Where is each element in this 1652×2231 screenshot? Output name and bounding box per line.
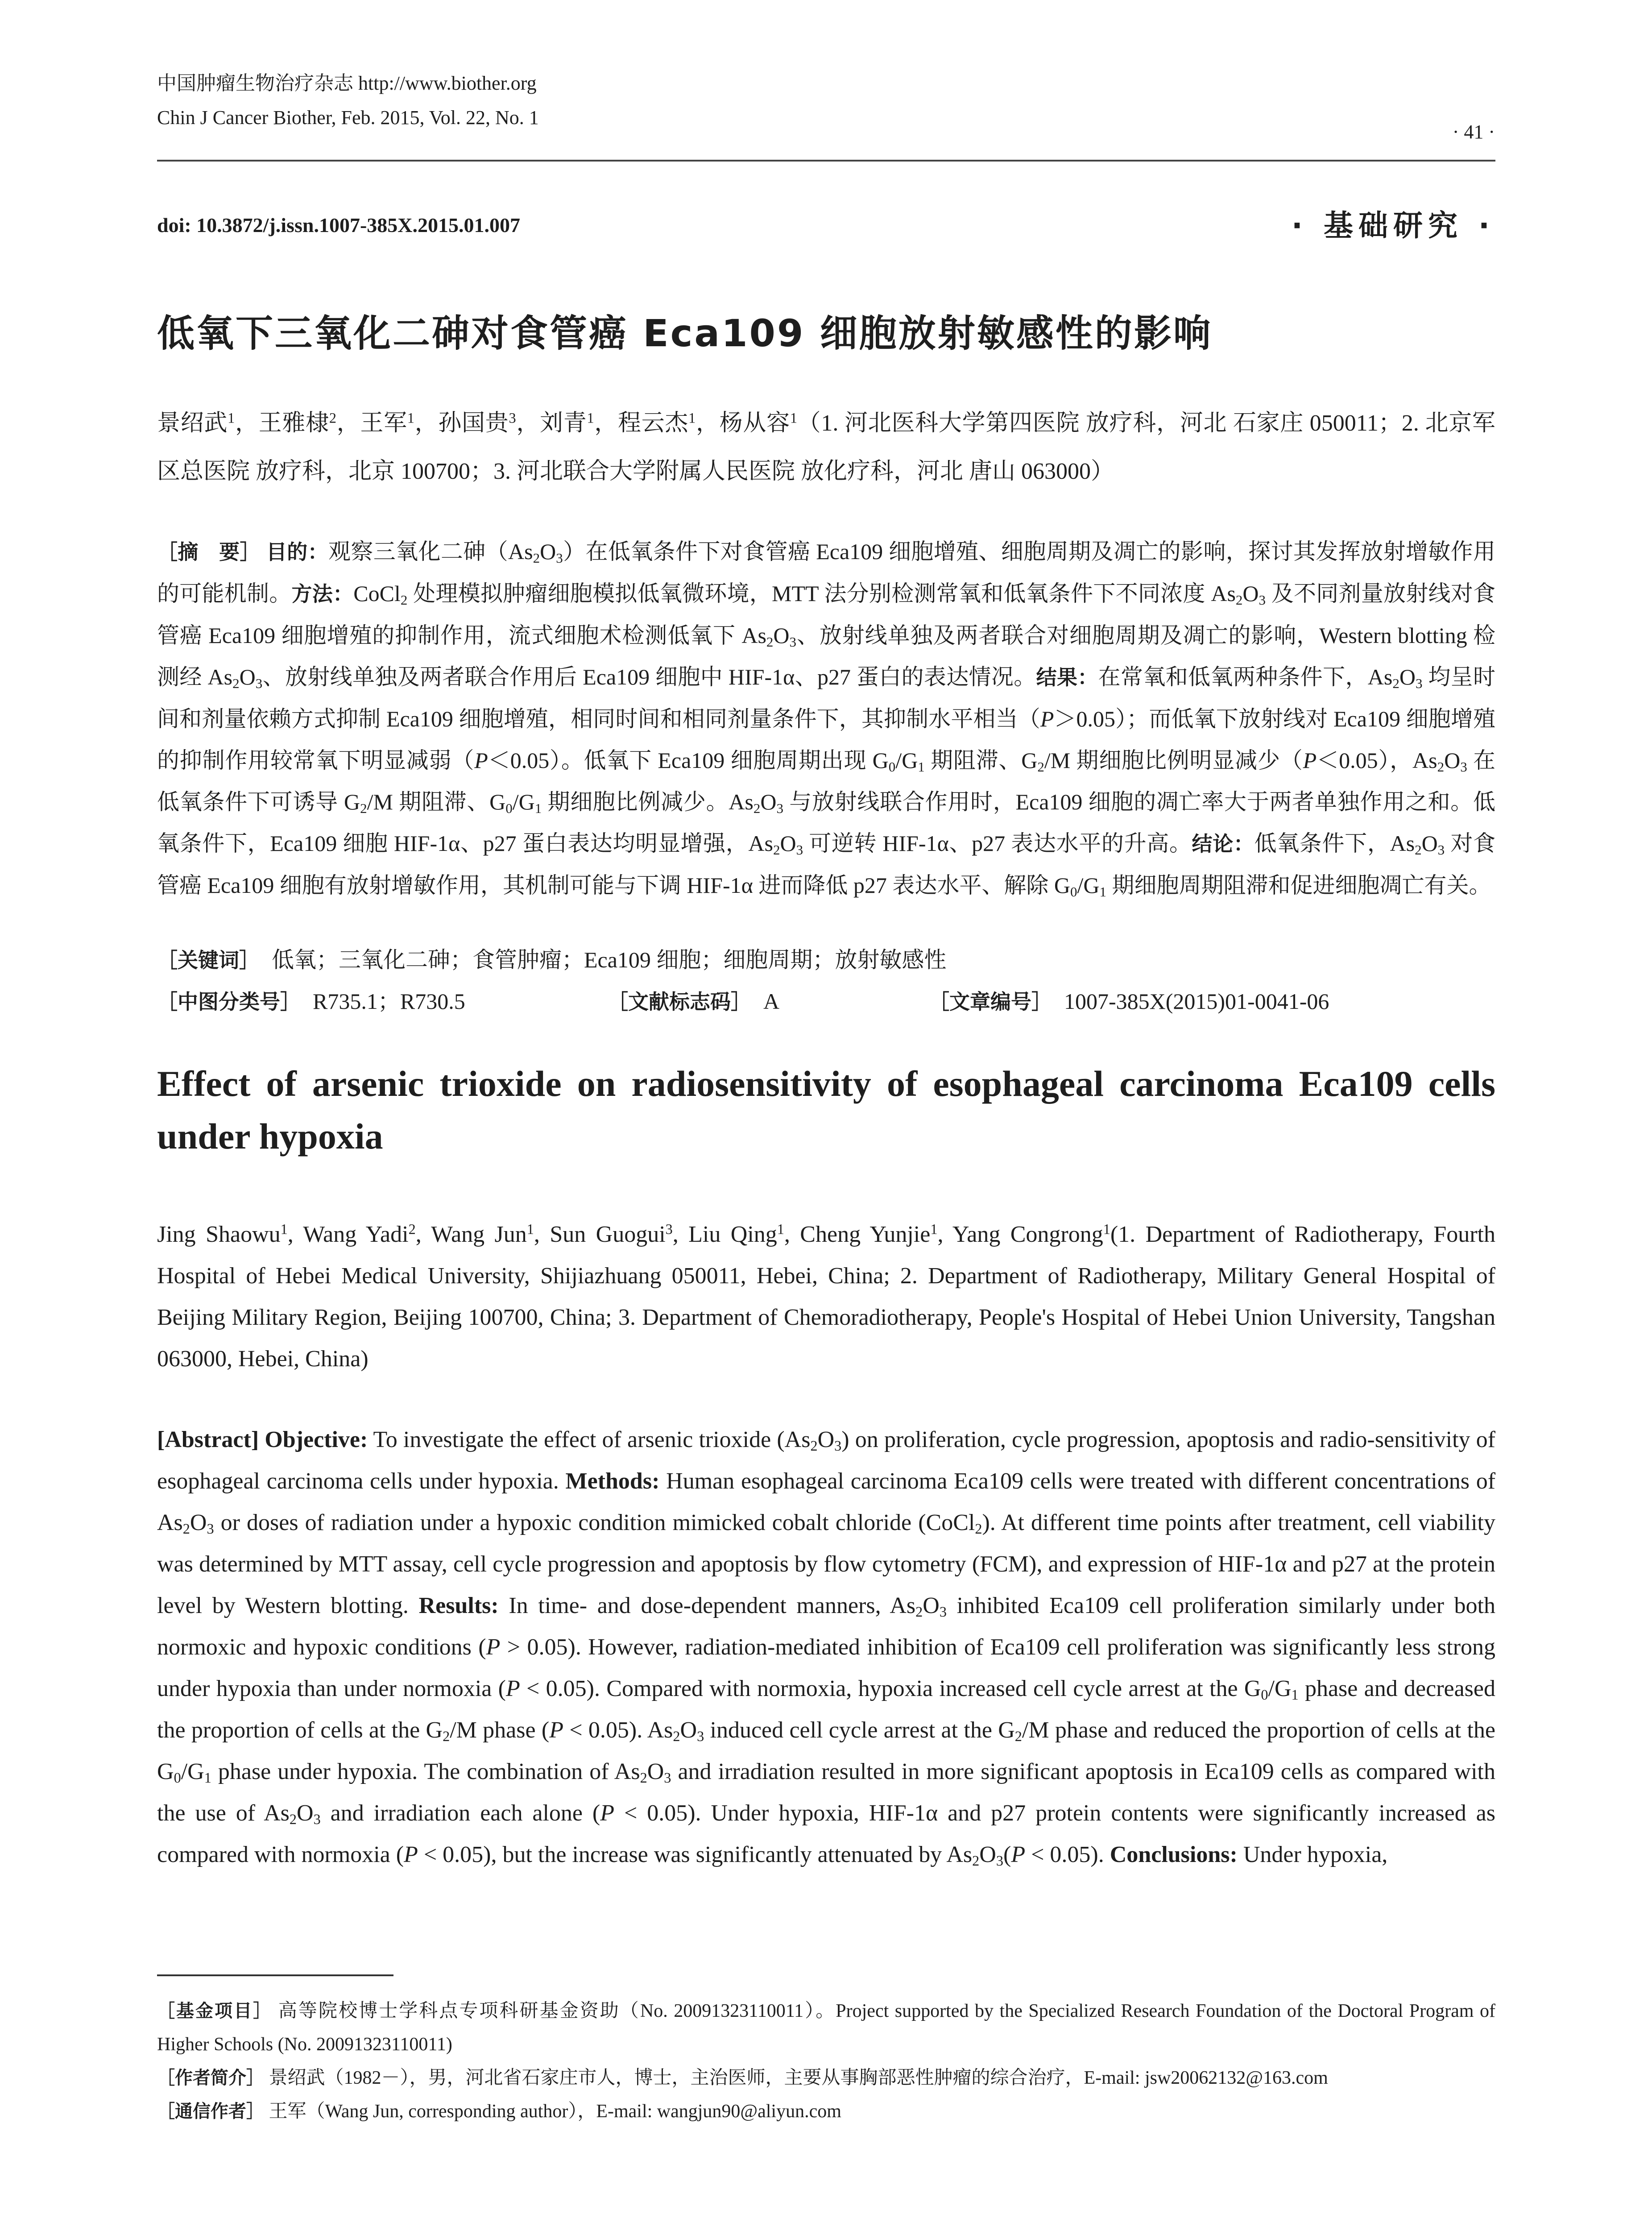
abstract-label-en: [Abstract]	[157, 1427, 259, 1452]
abstract-text: 低氧条件下，As	[1254, 831, 1415, 856]
abstract-text: < 0.05). Under hypoxia, HIF-1α and p27 protein contents were significantly increased as compared with normoxia (	[157, 1800, 1495, 1867]
subscript: 2	[1235, 592, 1243, 608]
author-sup: 1	[790, 410, 797, 426]
abstract-text: 期细胞比例减少。As	[542, 789, 754, 814]
abstract-text: ) on proliferation, cycle progression, apoptosis and radio-sensitivity of esophageal carcinoma cells under hypoxia.	[157, 1427, 1495, 1494]
metadata-cn	[157, 939, 1495, 1014]
results-label-en: Results:	[418, 1593, 499, 1618]
author-sup: 2	[408, 1221, 416, 1237]
abstract-text: (	[1003, 1842, 1011, 1867]
abstract-text: 处理模拟肿瘤细胞模拟低氧微环境，MTT 法分别检测常氧和低氧条件下不同浓度 As	[407, 581, 1236, 606]
subscript: 3	[556, 550, 563, 566]
subscript: 2	[915, 1604, 923, 1620]
abstract-text: /G	[512, 789, 535, 814]
fund-text: 高等院校博士学科点专项科研基金资助（No. 20091323110011）。Project supported by the Specialized Research Foundation of the Doctoral Program of Higher Schools (No. 20091323110011)	[157, 2001, 1495, 2055]
subscript: 2	[443, 1728, 450, 1745]
abstract-text: 、放射线单独及两者联合对细胞周期及凋亡的影响，Western blotting 检测经 As	[157, 623, 1496, 689]
p-value-symbol: P	[1040, 706, 1054, 731]
abstract-text: 可逆转 HIF-1α、p27 表达水平的升高。	[803, 831, 1192, 856]
author-sup: 3	[665, 1221, 673, 1237]
abstract-text: < 0.05), but the increase was significantly attenuated by As	[418, 1842, 973, 1867]
abstract-text: In time- and dose-dependent manners, As	[498, 1593, 916, 1618]
abstract-text: O	[760, 789, 777, 814]
subscript: 0	[505, 800, 513, 816]
abstract-text: and irradiation each alone (	[320, 1800, 600, 1826]
subscript: 1	[534, 800, 542, 816]
abstract-text: ＞0.05）；而低氧下放射线对 Eca109 细胞增殖的抑制作用较常氧下明显减弱（	[157, 706, 1495, 773]
abstract-text: O	[979, 1842, 996, 1867]
subscript: 1	[918, 759, 925, 775]
article-number-label: ［文章编号］	[929, 990, 1042, 1014]
subscript: 3	[664, 1770, 671, 1786]
subscript: 2	[753, 800, 761, 816]
subscript: 1	[1291, 1687, 1299, 1703]
author-name: ，王雅棣	[235, 411, 329, 436]
abstract-text: O	[190, 1510, 207, 1535]
abstract-text: O	[1242, 581, 1259, 606]
author-name: , Wang Yadi	[287, 1222, 409, 1247]
abstract-text: 在低氧条件下可诱导 G	[157, 748, 1495, 814]
affiliations-cn: （1. 河北医科大学第四医院 放疗科，河北 石家庄 050011；2. 北京军区总医院 放疗科，北京 100700；3. 河北联合大学附属人民医院 放化疗科，河北 唐山 063000）	[157, 411, 1495, 484]
abstract-text: 与放射线联合作用时，Eca109 细胞的凋亡率大于两者单独作用之和。低氧条件下，Eca109 细胞 HIF-1α、p27 蛋白表达均明显增强，As	[157, 789, 1495, 856]
subscript: 0	[174, 1770, 181, 1786]
author-sup: 1	[688, 410, 696, 426]
abstract-text: < 0.05). Compared with normoxia, hypoxia increased cell cycle arrest at the G	[520, 1676, 1261, 1701]
abstract-text: 均呈时间和剂量依赖方式抑制 Eca109 细胞增殖，相同时间和相同剂量条件下，其抑制水平相当（	[157, 664, 1496, 731]
abstract-cn	[157, 531, 1495, 906]
doi: doi: 10.3872/j.issn.1007-385X.2015.01.007	[157, 214, 520, 236]
abstract-text: O	[540, 539, 556, 564]
corresponding-note	[157, 2095, 1495, 2128]
abstract-text: < 0.05). As	[563, 1717, 673, 1743]
author-sup: 1	[930, 1221, 938, 1237]
subscript: 3	[834, 1438, 842, 1454]
subscript: 2	[975, 1521, 982, 1537]
document-code	[608, 981, 779, 1023]
subscript: 3	[1259, 592, 1266, 608]
subscript: 3	[1415, 675, 1423, 691]
author-sup: 3	[509, 410, 516, 426]
author-sup: 1	[280, 1221, 288, 1237]
abstract-text: /M 期阻滞、G	[367, 789, 506, 814]
p-value-symbol: P	[1303, 748, 1317, 773]
subscript: 2	[673, 1728, 680, 1745]
corresponding-label: ［通信作者］	[157, 2101, 264, 2122]
classification-number	[157, 981, 465, 1023]
abstract-text: O	[647, 1759, 664, 1784]
abstract-text: ＜0.05），As	[1317, 748, 1437, 773]
abstract-text: ＜0.05）。低氧下 Eca109 细胞周期出现 G	[488, 748, 889, 773]
subscript: 3	[789, 634, 797, 650]
abstract-text: /G	[1077, 873, 1100, 898]
abstract-text: 对食管癌 Eca109 细胞有放射增敏作用，其机制可能与下调 HIF-1α 进而降低 p27 表达水平、解除 G	[157, 831, 1495, 898]
title-en: Effect of arsenic trioxide on radiosensitivity of esophageal carcinoma Eca109 cells under hypoxia	[157, 1063, 1495, 1157]
subscript: 0	[888, 759, 896, 775]
methods-label-cn: 方法：	[291, 582, 354, 606]
methods-label-en: Methods:	[565, 1468, 660, 1494]
abstract-text: /M 期细胞比例明显减少（	[1044, 748, 1303, 773]
p-value-symbol: P	[474, 748, 488, 773]
author-name: ，刘青	[516, 411, 587, 436]
abstract-text: O	[773, 623, 790, 648]
journal-header-en: Chin J Cancer Biother, Feb. 2015, Vol. 22, No. 1	[157, 107, 539, 129]
subscript: 2	[1415, 842, 1422, 858]
author-name: ，程云杰	[594, 411, 689, 436]
author-name: , Wang Jun	[415, 1222, 527, 1247]
subscript: 3	[1460, 759, 1467, 775]
subscript: 3	[313, 1811, 321, 1828]
abstract-text: /G	[181, 1759, 204, 1784]
abstract-text: 及不同剂量放射线对食管癌 Eca109 细胞增殖的抑制作用，流式细胞术检测低氧下 As	[157, 581, 1495, 648]
abstract-en	[157, 1419, 1495, 1875]
subscript: 2	[972, 1853, 980, 1869]
header-rule	[157, 160, 1495, 162]
author-sup: 1	[777, 1221, 784, 1237]
page-number: · 41 ·	[1452, 121, 1495, 143]
subscript: 3	[697, 1728, 704, 1745]
author-name: Jing Shaowu	[157, 1222, 281, 1247]
document-code-value: A	[763, 989, 780, 1014]
abstract-text: O	[680, 1717, 697, 1743]
author-name: , Yang Congrong	[937, 1222, 1103, 1247]
abstract-text: induced cell cycle arrest at the G	[704, 1717, 1015, 1743]
author-bio-text: 景绍武（1982－），男，河北省石家庄市人，博士，主治医师，主要从事胸部恶性肿瘤的综合治疗，E-mail: jsw20062132@163.com	[264, 2068, 1328, 2088]
subscript: 2	[1392, 675, 1399, 691]
author-bio-label: ［作者简介］	[157, 2068, 264, 2088]
subscript: 2	[360, 800, 367, 816]
abstract-text: /M phase (	[450, 1717, 550, 1743]
footnotes	[157, 1995, 1495, 2128]
author-sup: 1	[228, 410, 235, 426]
affiliations-en: (1. Department of Radiotherapy, Fourth Hospital of Hebei Medical University, Shijiazhuang 050011, Hebei, China; 2. Department of Radiotherapy, Military General Hospital of Beijing Military Region, Beijing 100700, China; 3. Department of Chemoradiotherapy, People's Hospital of Hebei Union University, Tangshan 063000, Hebei, China)	[157, 1222, 1495, 1372]
authors-cn	[157, 399, 1495, 496]
subscript: 3	[996, 1853, 1003, 1869]
abstract-text: O	[297, 1800, 314, 1826]
subscript: 2	[1037, 759, 1044, 775]
subscript: 2	[232, 675, 240, 691]
abstract-text: O	[239, 664, 256, 689]
subscript: 2	[640, 1770, 647, 1786]
abstract-text: /M phase and reduced the proportion of cells at the G	[157, 1717, 1496, 1784]
subscript: 1	[204, 1770, 211, 1786]
abstract-text: O	[780, 831, 796, 856]
abstract-text: O	[923, 1593, 940, 1618]
author-sup: 1	[587, 410, 594, 426]
subscript: 3	[255, 675, 263, 691]
corresponding-text: 王军（Wang Jun, corresponding author），E-mail: wangjun90@aliyun.com	[264, 2101, 841, 2122]
subscript: 2	[810, 1438, 818, 1454]
abstract-text: Under hypoxia,	[1237, 1842, 1388, 1867]
author-sup: 1	[1103, 1221, 1110, 1237]
subscript: 0	[1070, 883, 1077, 900]
subscript: 2	[1014, 1728, 1022, 1745]
conclusion-label-cn: 结论：	[1192, 832, 1255, 856]
author-name: 景绍武	[157, 411, 228, 436]
subscript: 2	[182, 1521, 190, 1537]
subscript: 3	[207, 1521, 214, 1537]
document-code-label: ［文献标志码］	[608, 990, 741, 1014]
abstract-text: ）在低氧条件下对食管癌 Eca109 细胞增殖、细胞周期及凋亡的影响，探讨其发挥放射增敏作用的可能机制。	[157, 539, 1495, 606]
subscript: 2	[289, 1811, 297, 1828]
author-sup: 1	[526, 1221, 534, 1237]
p-value-symbol: P	[505, 1676, 520, 1701]
author-name: , Liu Qing	[672, 1222, 777, 1247]
abstract-text: O	[817, 1427, 835, 1452]
abstract-text: O	[1399, 664, 1416, 689]
p-value-symbol: P	[404, 1842, 418, 1867]
abstract-text: or doses of radiation under a hypoxic condition mimicked cobalt chloride (CoCl	[214, 1510, 975, 1535]
objective-label-cn: 目的：	[266, 540, 328, 564]
subscript: 0	[1261, 1687, 1268, 1703]
abstract-text: /G	[1268, 1676, 1292, 1701]
abstract-text: 期细胞周期阻滞和促进细胞凋亡有关。	[1106, 873, 1491, 898]
abstract-text: To investigate the effect of arsenic trioxide (As	[368, 1427, 811, 1452]
author-bio-note	[157, 2061, 1495, 2095]
article-number	[929, 981, 1329, 1023]
conclusions-label-en: Conclusions:	[1110, 1842, 1238, 1867]
abstract-text: 、放射线单独及两者联合作用后 Eca109 细胞中 HIF-1α、p27 蛋白的表达情况。	[262, 664, 1036, 689]
objective-label-en: Objective:	[265, 1427, 368, 1452]
abstract-text: Human esophageal carcinoma Eca109 cells were treated with different concentrations of As	[157, 1468, 1496, 1535]
author-name: , Cheng Yunjie	[784, 1222, 931, 1247]
classification-label: ［中图分类号］	[157, 990, 290, 1014]
abstract-text: inhibited Eca109 cell proliferation similarly under both normoxic and hypoxic conditions (	[157, 1593, 1495, 1660]
author-sup: 1	[407, 410, 414, 426]
section-label: · 基础研究 ·	[1291, 208, 1495, 243]
abstract-text: phase under hypoxia. The combination of As	[211, 1759, 640, 1784]
article-number-value: 1007-385X(2015)01-0041-06	[1064, 989, 1329, 1014]
author-name: ，王军	[336, 411, 407, 436]
classification-value: R735.1；R730.5	[313, 989, 465, 1014]
abstract-text: 在常氧和低氧两种条件下，As	[1098, 664, 1393, 689]
abstract-text: and irradiation resulted in more significant apoptosis in Eca109 cells as compared with the use of As	[157, 1759, 1495, 1826]
subscript: 3	[939, 1604, 947, 1620]
author-name: , Sun Guogui	[534, 1222, 666, 1247]
subscript: 3	[1437, 842, 1445, 858]
subscript: 2	[1437, 759, 1445, 775]
subscript: 2	[533, 550, 540, 566]
p-value-symbol: P	[549, 1717, 563, 1743]
subscript: 1	[1099, 883, 1106, 900]
abstract-text: phase and decreased the proportion of cells at the G	[157, 1676, 1495, 1743]
keywords-cn	[157, 939, 1495, 981]
author-name: ，孙国贵	[414, 411, 509, 436]
author-name: ，杨从容	[696, 411, 790, 436]
abstract-text: 期阻滞、G	[924, 748, 1038, 773]
abstract-text: /G	[895, 748, 918, 773]
title-cn: 低氧下三氧化二砷对食管癌 Eca109 细胞放射敏感性的影响	[157, 311, 1213, 355]
p-value-symbol: P	[486, 1634, 501, 1660]
abstract-text: ). At different time points after treatment, cell viability was determined by MTT assay, cell cycle progression and apoptosis by flow cytometry (FCM), and expression of HIF-1α and p27 at the protein level by Western blotting.	[157, 1510, 1495, 1618]
author-sup: 2	[329, 410, 336, 426]
abstract-text: O	[1421, 831, 1438, 856]
abstract-label-cn: ［摘 要］	[157, 540, 261, 564]
abstract-text: > 0.05). However, radiation-mediated inhibition of Eca109 cell proliferation was significantly less strong under hypoxia than under normoxia (	[157, 1634, 1496, 1701]
abstract-text: < 0.05).	[1025, 1842, 1104, 1867]
fund-label: ［基金项目］	[157, 2001, 273, 2021]
abstract-text: CoCl	[353, 581, 401, 606]
keywords-text-cn: 低氧；三氧化二砷；食管肿瘤；Eca109 细胞；细胞周期；放射敏感性	[272, 947, 947, 972]
fund-note	[157, 1995, 1495, 2061]
abstract-text: O	[1444, 748, 1461, 773]
journal-header-cn: 中国肿瘤生物治疗杂志 http://www.biother.org	[157, 72, 537, 94]
p-value-symbol: P	[1011, 1842, 1026, 1867]
p-value-symbol: P	[600, 1800, 615, 1826]
subscript: 2	[773, 842, 780, 858]
footnote-rule	[157, 1974, 393, 1976]
subscript: 2	[400, 592, 408, 608]
subscript: 2	[766, 634, 774, 650]
subscript: 3	[796, 842, 803, 858]
results-label-cn: 结果：	[1036, 665, 1098, 689]
subscript: 3	[776, 800, 783, 816]
keywords-label-cn: ［关键词］	[157, 948, 249, 972]
authors-en	[157, 1214, 1495, 1380]
abstract-text: 观察三氧化二砷（As	[328, 539, 533, 564]
